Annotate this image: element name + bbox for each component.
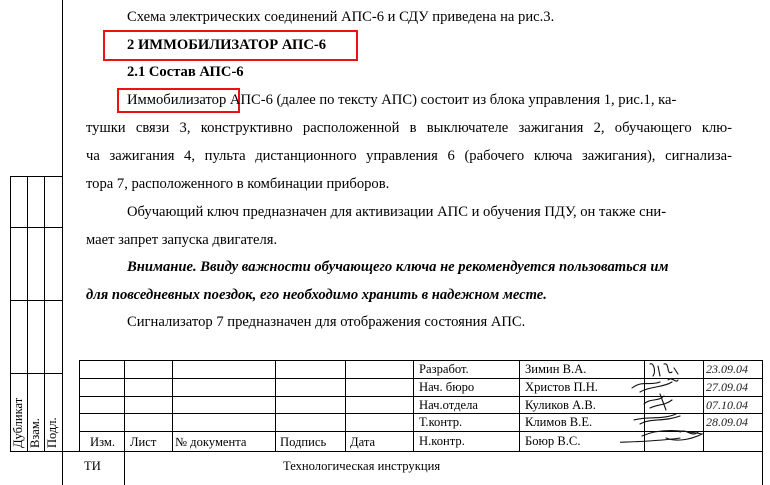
col-line-1 (124, 360, 125, 485)
paragraph-3-line-1: Сигнализатор 7 предназначен для отображения состояния АПС. (127, 314, 526, 330)
paragraph-1-line-1-rest: АПС-6 (далее по тексту АПС) состоит из блока управления 1, рис.1, ка- (226, 92, 677, 108)
side-stamp-divider-3 (10, 373, 62, 374)
highlighted-word: Иммобилизатор (127, 92, 227, 108)
header-signature: Подпись (280, 435, 327, 449)
header-date: Дата (350, 435, 376, 449)
side-label-dublikat: Дубликат (11, 397, 25, 448)
warning-line-1: Внимание. Ввиду важности обучающего ключа не рекомендуется пользоваться им (127, 259, 669, 275)
side-stamp-bottom (10, 451, 62, 452)
col-line-2 (172, 360, 173, 451)
side-stamp-top (10, 176, 62, 177)
header-list: Лист (130, 435, 157, 449)
header-izm: Изм. (90, 435, 116, 449)
paragraph-2-line-2: мает запрет запуска двигателя. (86, 232, 278, 248)
role-norm-control: Н.контр. (419, 434, 465, 448)
side-label-vzam: Взам. (28, 418, 42, 448)
role-department-head: Нач.отдела (419, 398, 479, 412)
warning-line-2: для повседневных поездок, его необходимо хранить в надежном месте. (86, 287, 547, 303)
side-stamp-divider-1 (10, 227, 62, 228)
date-department-head: 07.10.04 (706, 398, 748, 412)
role-developer: Разработ. (419, 362, 469, 376)
paragraph-2-line-1: Обучающий ключ предназначен для активизации АПС и обучения ПДУ, он также сни- (127, 204, 667, 220)
name-department-head: Куликов А.В. (525, 398, 596, 412)
section-title: 2 ИММОБИЛИЗАТОР АПС-6 (127, 37, 327, 53)
paragraph-1-line-2: тушки связи 3, конструктивно расположенной в выключателе зажигания 2, обучающего клю- (86, 120, 732, 136)
paragraph-1-line-4: тора 7, расположенного в комбинации приборов. (86, 176, 390, 192)
col-line-0 (79, 360, 80, 451)
paragraph-1-line-3: ча зажигания 4, пульта дистанционного управления 6 (рабочего ключа зажигания), сигнализа- (86, 148, 732, 164)
role-tech-control: Т.контр. (419, 415, 463, 429)
header-document-number: № документа (175, 435, 247, 449)
name-tech-control: Климов В.Е. (525, 415, 593, 429)
date-tech-control: 28.09.04 (706, 415, 748, 429)
subsection-title: 2.1 Состав АПС-6 (127, 64, 244, 80)
date-developer: 23.09.04 (706, 362, 748, 376)
role-bureau-head: Нач. бюро (419, 380, 475, 394)
footer-title: Технологическая инструкция (283, 459, 441, 473)
col-line-3 (275, 360, 276, 451)
intro-line: Схема электрических соединений АПС-6 и СДУ приведена на рис.3. (127, 9, 555, 25)
col-line-4 (345, 360, 346, 451)
side-stamp-line-3 (44, 176, 45, 451)
date-bureau-head: 27.09.04 (706, 380, 748, 394)
frame-left-border (62, 0, 63, 485)
name-developer: Зимин В.А. (525, 362, 587, 376)
side-label-podl: Подл. (45, 417, 59, 448)
side-stamp-line-2 (27, 176, 28, 451)
side-stamp-divider-2 (10, 300, 62, 301)
footer-code: ТИ (84, 459, 101, 473)
name-bureau-head: Христов П.Н. (525, 380, 598, 394)
col-line-5 (413, 360, 414, 451)
col-line-6 (519, 360, 520, 451)
paragraph-1-line-1 (127, 92, 732, 109)
name-norm-control: Боюр В.С. (525, 434, 581, 448)
